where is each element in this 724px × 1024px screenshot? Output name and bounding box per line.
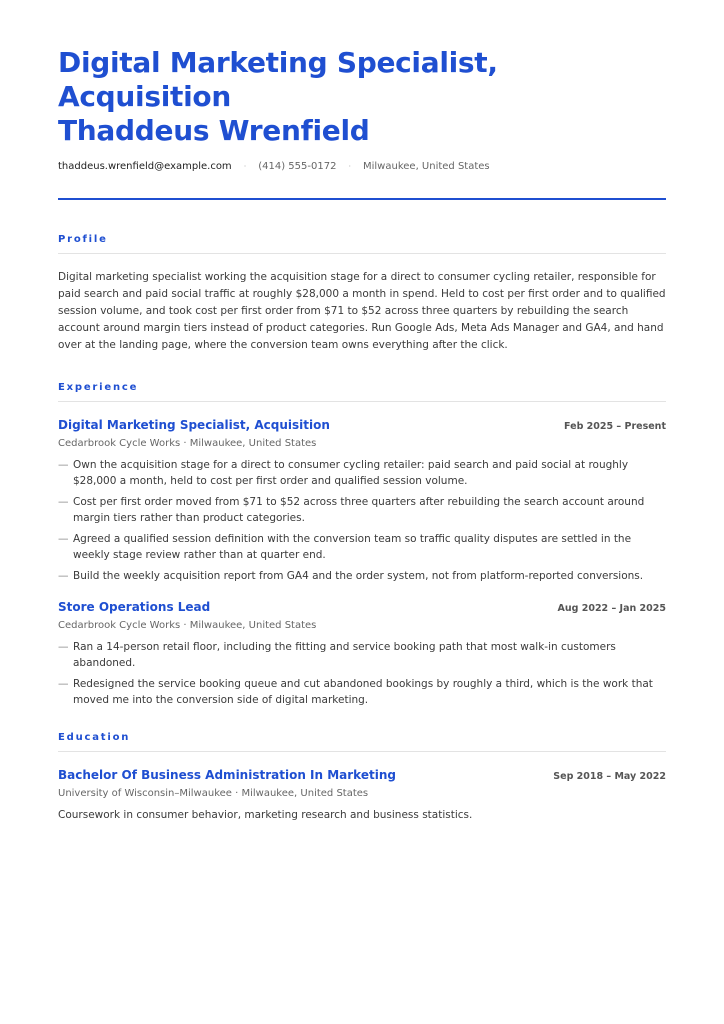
job-bullets xyxy=(58,639,666,708)
job-title: Digital Marketing Specialist, Acquisition xyxy=(58,418,330,432)
bullet-marker: — xyxy=(58,496,69,508)
contact-location: Milwaukee, United States xyxy=(363,160,490,172)
section-heading-profile: Profile xyxy=(58,234,108,245)
job-title: Store Operations Lead xyxy=(58,600,211,614)
bullet-text: Agreed a qualified session definition with the conversion team so traffic quality disputes are settled in the weekly stage review rather than at quarter end. xyxy=(73,533,632,561)
section-heading-education: Education xyxy=(58,732,131,743)
bullet-text: Ran a 14-person retail floor, including the fitting and service booking path that most walk-in customers abandoned. xyxy=(73,641,616,669)
job-bullet xyxy=(58,568,666,584)
contact-row xyxy=(58,158,666,174)
bullet-marker: — xyxy=(58,678,69,690)
bullet-marker: — xyxy=(58,641,69,653)
section-heading-experience: Experience xyxy=(58,382,139,393)
job-dates: Feb 2025 – Present xyxy=(564,421,666,432)
bullet-text: Cost per first order moved from $71 to $52 across three quarters after rebuilding the search account around margin tiers rather than product categories. xyxy=(73,496,645,524)
job-entry xyxy=(58,418,666,584)
job-bullet xyxy=(58,494,666,526)
job-organization: Cedarbrook Cycle Works · Milwaukee, United States xyxy=(58,620,317,631)
education-entry xyxy=(58,768,666,823)
job-bullet xyxy=(58,531,666,563)
job-dates: Aug 2022 – Jan 2025 xyxy=(557,603,666,614)
section-divider xyxy=(58,751,666,752)
section-divider xyxy=(58,253,666,254)
education-header xyxy=(58,768,666,782)
job-bullet xyxy=(58,676,666,708)
bullet-marker: — xyxy=(58,459,69,471)
contact-separator: · xyxy=(243,161,247,171)
bullet-marker: — xyxy=(58,533,69,545)
degree-title: Bachelor Of Business Administration In Marketing xyxy=(58,768,396,782)
section-divider xyxy=(58,401,666,402)
education-dates: Sep 2018 – May 2022 xyxy=(553,771,666,782)
contact-phone: (414) 555-0172 xyxy=(258,160,337,172)
job-bullets xyxy=(58,457,666,584)
job-organization: Cedarbrook Cycle Works · Milwaukee, United States xyxy=(58,438,317,449)
bullet-text: Own the acquisition stage for a direct to consumer cycling retailer: paid search and paid social at roughly $28,000 a month, held to cost per first order and qualified session volume. xyxy=(73,459,629,487)
experience-section xyxy=(58,382,666,708)
bullet-marker: — xyxy=(58,570,69,582)
profile-section xyxy=(58,234,666,354)
job-header xyxy=(58,600,666,614)
bullet-text: Build the weekly acquisition report from GA4 and the order system, not from platform-reported conversions. xyxy=(73,570,644,582)
profile-summary: Digital marketing specialist working the acquisition stage for a direct to consumer cycling retailer, responsible for paid search and paid social traffic at roughly $28,000 a month in spend. Held to cost per first order and to qualified session volume, and took cost per first order from $71 to $52 across three quarters by rebuilding the search account around margin tiers instead of product categories. Run Google Ads, Meta Ads Manager and GA4, and hand over at the landing page, where the conversion team owns everything after the click. xyxy=(58,271,666,351)
page-title xyxy=(58,46,666,148)
contact-email: thaddeus.wrenfield@example.com xyxy=(58,160,232,172)
contact-separator: · xyxy=(348,161,351,171)
job-header xyxy=(58,418,666,432)
education-description: Coursework in consumer behavior, marketing research and business statistics. xyxy=(58,809,473,821)
job-entry xyxy=(58,600,666,708)
job-title-heading: Digital Marketing Specialist, Acquisition xyxy=(58,46,498,113)
bullet-text: Redesigned the service booking queue and cut abandoned bookings by roughly a third, which is the work that moved me into the conversion side of digital marketing. xyxy=(73,678,653,706)
school-name: University of Wisconsin–Milwaukee · Milwaukee, United States xyxy=(58,788,369,799)
header-divider xyxy=(58,198,666,200)
education-section xyxy=(58,732,666,823)
candidate-name: Thaddeus Wrenfield xyxy=(58,114,370,147)
job-bullet xyxy=(58,457,666,489)
job-bullet xyxy=(58,639,666,671)
